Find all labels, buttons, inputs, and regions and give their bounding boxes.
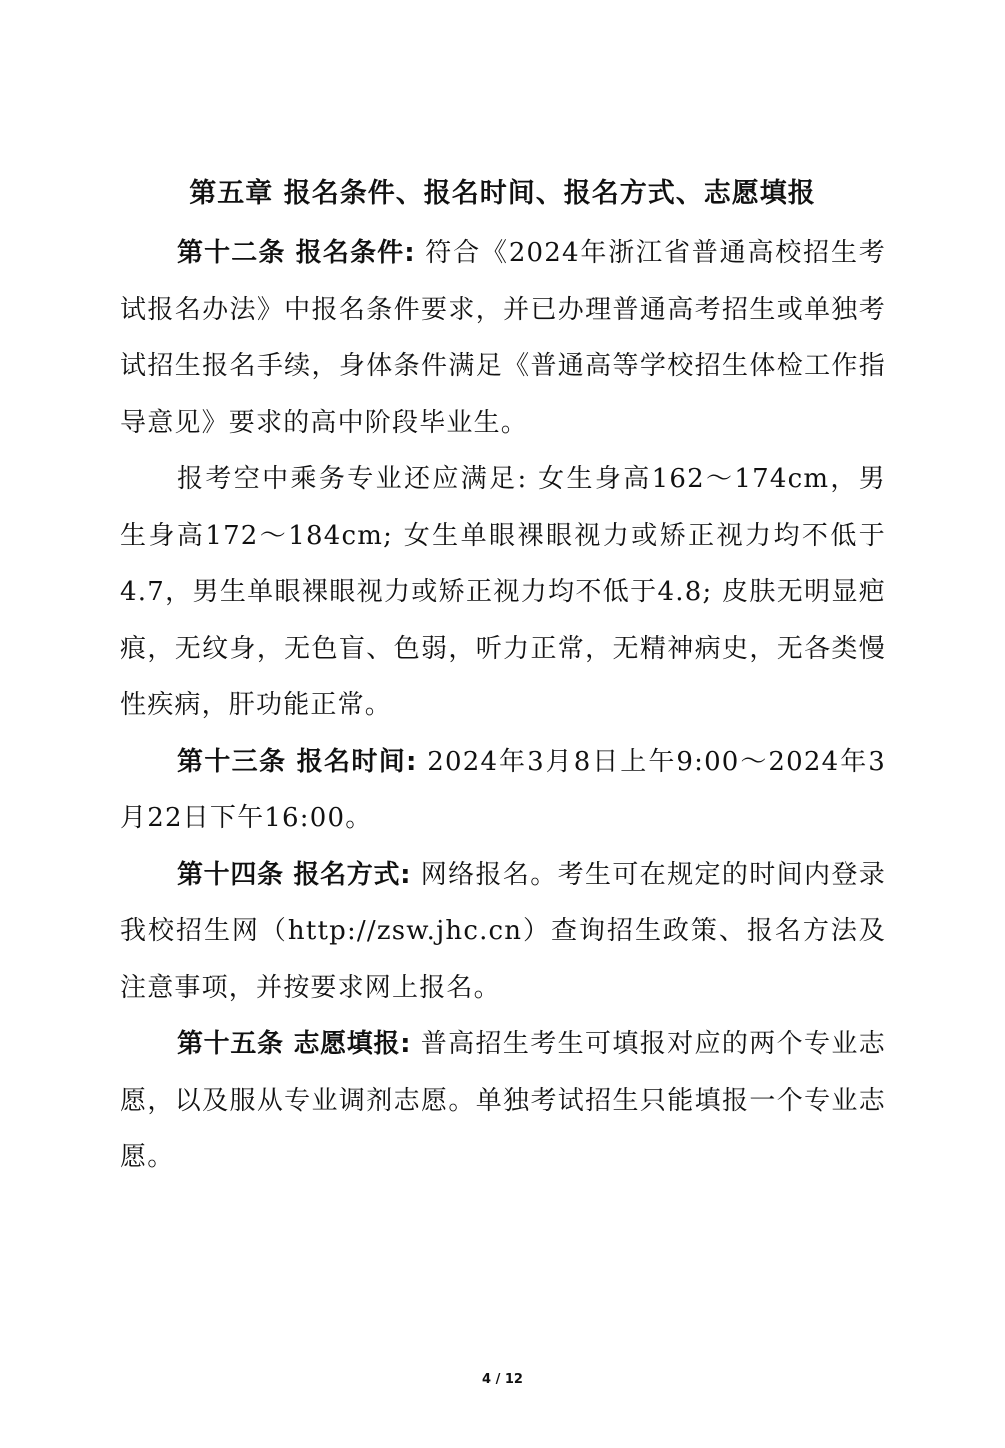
article-13-text: 2024年3月8日上午9:00～2024年3月22日下午16:00。: [120, 746, 886, 833]
chapter-title: 第五章 报名条件、报名时间、报名方式、志愿填报: [189, 178, 816, 209]
article-14-text: 网络报名。考生可在规定的时间内登录我校招生网（http://zsw.jhc.cn）查询招生政策、报名方法及注意事项，并按要求网上报名。: [120, 859, 886, 1003]
article-12: [120, 225, 886, 451]
article-12-text: 符合《2024年浙江省普通高校招生考试报名办法》中报名条件要求，并已办理普通高考招生或单独考试招生报名手续，身体条件满足《普通高等学校招生体检工作指导意见》要求的高中阶段毕业生。: [120, 238, 887, 438]
article-13-heading: 第十三条 报名时间:: [177, 746, 417, 777]
article-12-heading: 第十二条 报名条件:: [177, 238, 416, 268]
article-14-heading: 第十四条 报名方式:: [177, 859, 412, 890]
article-15: [120, 1016, 886, 1186]
article-15-heading: 第十五条 志愿填报:: [177, 1029, 412, 1059]
article-14: [120, 847, 886, 1017]
page-number: 4 / 12: [482, 1372, 523, 1387]
article-13: [120, 734, 886, 847]
article-15-text: 普高招生考生可填报对应的两个专业志愿，以及服从专业调剂志愿。单独考试招生只能填报一个专业志愿。: [120, 1029, 886, 1172]
document-body: [120, 225, 886, 1186]
article-12-supplement: [120, 451, 886, 734]
article-12-supplement-text: 报考空中乘务专业还应满足: 女生身高162～174cm，男生身高172～184cm; 女生单眼裸眼视力或矫正视力均不低于4.7，男生单眼裸眼视力或矫正视力均不低于4.8; 皮肤无明显疤痕，无纹身，无色盲、色弱，听力正常，无精神病史，无各类慢性疾病，肝功能正常。: [120, 464, 886, 720]
